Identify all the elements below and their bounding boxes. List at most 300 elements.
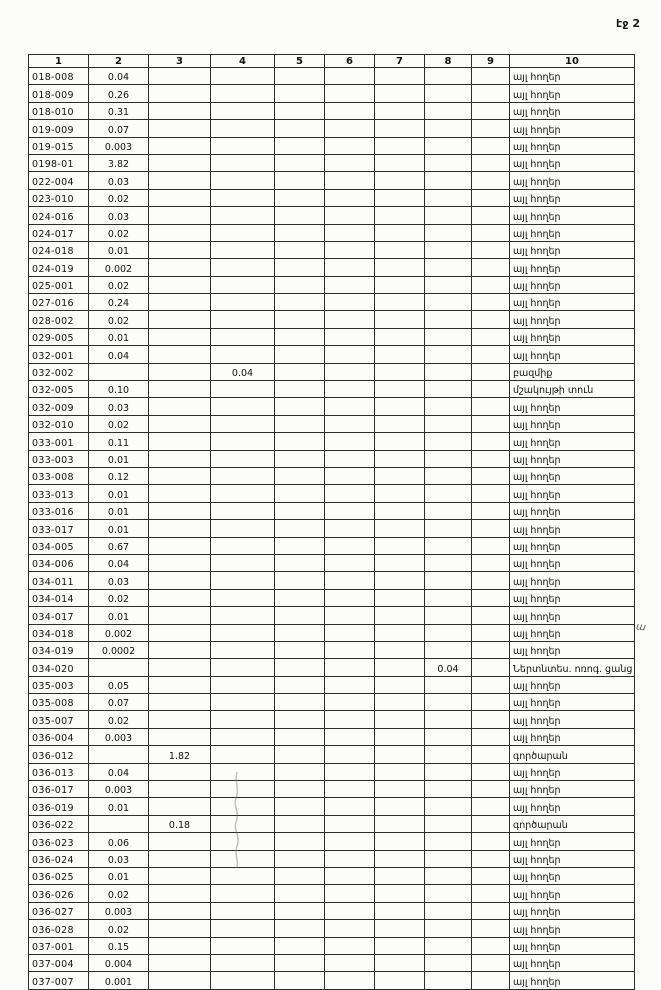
cell-area-2: 0.002	[89, 624, 149, 641]
table-row	[29, 241, 635, 258]
cell-area-8	[425, 346, 472, 363]
cell-9	[472, 781, 510, 798]
cell-7	[375, 554, 425, 571]
cell-7	[375, 502, 425, 519]
cell-code: 018-009	[29, 85, 89, 102]
cell-area-3	[149, 398, 211, 415]
table-row	[29, 415, 635, 432]
cell-area-4	[211, 572, 275, 589]
cell-area-8	[425, 537, 472, 554]
table-row	[29, 659, 635, 676]
cell-area-2: 0.01	[89, 867, 149, 884]
cell-area-4	[211, 346, 275, 363]
cell-area-3	[149, 85, 211, 102]
cell-9	[472, 641, 510, 658]
cell-area-3	[149, 607, 211, 624]
cell-area-2: 0.04	[89, 68, 149, 85]
table-row	[29, 641, 635, 658]
table-row	[29, 833, 635, 850]
table-row	[29, 572, 635, 589]
cell-area-8	[425, 102, 472, 119]
table-row	[29, 589, 635, 606]
table-row	[29, 607, 635, 624]
column-header-6: 6	[325, 55, 375, 68]
cell-9	[472, 554, 510, 571]
table-row	[29, 937, 635, 954]
cell-area-4	[211, 520, 275, 537]
cell-code: 036-025	[29, 867, 89, 884]
table-row	[29, 520, 635, 537]
cell-area-2: 0.67	[89, 537, 149, 554]
cell-area-2: 0.01	[89, 502, 149, 519]
cell-code: 019-009	[29, 120, 89, 137]
cell-area-2: 0.02	[89, 920, 149, 937]
cell-9	[472, 450, 510, 467]
cell-9	[472, 241, 510, 258]
cell-area-3	[149, 798, 211, 815]
cell-area-2: 0.003	[89, 137, 149, 154]
cell-land-type: այլ հողեր	[510, 346, 635, 363]
cell-7	[375, 798, 425, 815]
cell-area-4	[211, 920, 275, 937]
cell-7	[375, 485, 425, 502]
cell-area-3	[149, 520, 211, 537]
cell-9	[472, 276, 510, 293]
cell-5	[275, 328, 325, 345]
cell-7	[375, 224, 425, 241]
cell-area-3	[149, 763, 211, 780]
cell-7	[375, 207, 425, 224]
cell-area-3	[149, 311, 211, 328]
table-row	[29, 381, 635, 398]
cell-area-3	[149, 172, 211, 189]
cell-area-8	[425, 311, 472, 328]
cell-9	[472, 502, 510, 519]
cell-6	[325, 241, 375, 258]
cell-area-2: 0.003	[89, 781, 149, 798]
cell-area-2: 0.15	[89, 937, 149, 954]
cell-9	[472, 589, 510, 606]
cell-area-3	[149, 502, 211, 519]
cell-code: 033-001	[29, 433, 89, 450]
cell-area-8	[425, 815, 472, 832]
cell-land-type: այլ հողեր	[510, 154, 635, 171]
cell-5	[275, 624, 325, 641]
cell-code: 032-001	[29, 346, 89, 363]
cell-6	[325, 798, 375, 815]
cell-area-2: 3.82	[89, 154, 149, 171]
cell-land-type: այլ հողեր	[510, 554, 635, 571]
cell-area-3	[149, 867, 211, 884]
cell-5	[275, 276, 325, 293]
cell-area-3	[149, 120, 211, 137]
cell-code: 036-012	[29, 746, 89, 763]
cell-land-type: այլ հողեր	[510, 276, 635, 293]
cell-area-3	[149, 467, 211, 484]
cell-land-type: այլ հողեր	[510, 137, 635, 154]
cell-area-8	[425, 120, 472, 137]
cell-7	[375, 641, 425, 658]
cell-area-3	[149, 294, 211, 311]
cell-land-type: այլ հողեր	[510, 833, 635, 850]
cell-area-4: 0.04	[211, 363, 275, 380]
cell-code: 034-020	[29, 659, 89, 676]
cell-6	[325, 467, 375, 484]
cell-land-type: այլ հողեր	[510, 328, 635, 345]
cell-code: 037-004	[29, 954, 89, 971]
cell-7	[375, 902, 425, 919]
cell-area-8	[425, 154, 472, 171]
cell-6	[325, 746, 375, 763]
table-row	[29, 920, 635, 937]
cell-code: 024-016	[29, 207, 89, 224]
cell-area-4	[211, 781, 275, 798]
cell-land-type: այլ հողեր	[510, 520, 635, 537]
cell-6	[325, 833, 375, 850]
cell-area-8	[425, 746, 472, 763]
cell-9	[472, 85, 510, 102]
cell-area-4	[211, 537, 275, 554]
cell-5	[275, 450, 325, 467]
table-row	[29, 711, 635, 728]
cell-area-2: 0.01	[89, 450, 149, 467]
cell-area-8	[425, 641, 472, 658]
cell-7	[375, 833, 425, 850]
cell-area-3	[149, 641, 211, 658]
cell-9	[472, 885, 510, 902]
cell-7	[375, 415, 425, 432]
cell-5	[275, 502, 325, 519]
cell-area-3	[149, 711, 211, 728]
cell-code: 033-016	[29, 502, 89, 519]
cell-9	[472, 798, 510, 815]
cell-area-2: 0.02	[89, 885, 149, 902]
cell-land-type: այլ հողեր	[510, 624, 635, 641]
cell-9	[472, 328, 510, 345]
cell-area-3	[149, 781, 211, 798]
cell-area-2: 0.001	[89, 972, 149, 989]
cell-9	[472, 624, 510, 641]
cell-6	[325, 102, 375, 119]
cell-5	[275, 189, 325, 206]
cell-area-2: 0.01	[89, 520, 149, 537]
cell-area-4	[211, 450, 275, 467]
table-row	[29, 328, 635, 345]
cell-area-8	[425, 328, 472, 345]
cell-5	[275, 520, 325, 537]
column-header-8: 8	[425, 55, 472, 68]
cell-7	[375, 68, 425, 85]
cell-area-3	[149, 902, 211, 919]
cell-land-type: այլ հողեր	[510, 259, 635, 276]
cell-land-type: մշակույթի տուն	[510, 381, 635, 398]
cell-6	[325, 659, 375, 676]
cell-area-2: 0.02	[89, 415, 149, 432]
cell-area-8	[425, 85, 472, 102]
cell-area-3	[149, 259, 211, 276]
cell-land-type: այլ հողեր	[510, 241, 635, 258]
cell-5	[275, 381, 325, 398]
cell-6	[325, 624, 375, 641]
cell-area-8	[425, 241, 472, 258]
cell-area-4	[211, 954, 275, 971]
cell-area-3	[149, 381, 211, 398]
page-number-label: էջ 2	[616, 17, 640, 30]
cell-area-4	[211, 294, 275, 311]
cell-5	[275, 972, 325, 989]
cell-6	[325, 207, 375, 224]
cell-area-3	[149, 659, 211, 676]
cell-7	[375, 241, 425, 258]
cell-area-3	[149, 363, 211, 380]
cell-area-8	[425, 467, 472, 484]
cell-area-8	[425, 381, 472, 398]
cell-area-4	[211, 711, 275, 728]
cell-6	[325, 711, 375, 728]
cell-area-8	[425, 589, 472, 606]
cell-5	[275, 867, 325, 884]
cell-code: 032-005	[29, 381, 89, 398]
cell-5	[275, 885, 325, 902]
cell-area-2	[89, 815, 149, 832]
cell-land-type: այլ հողեր	[510, 798, 635, 815]
cell-area-2: 0.01	[89, 607, 149, 624]
cell-5	[275, 259, 325, 276]
cell-6	[325, 694, 375, 711]
cell-7	[375, 711, 425, 728]
cell-5	[275, 798, 325, 815]
cell-5	[275, 711, 325, 728]
table-body	[29, 68, 635, 990]
cell-area-2	[89, 659, 149, 676]
land-register-table	[28, 54, 635, 990]
cell-area-8	[425, 728, 472, 745]
cell-code: 032-009	[29, 398, 89, 415]
cell-7	[375, 607, 425, 624]
cell-5	[275, 102, 325, 119]
handwritten-mark: ա	[635, 621, 647, 634]
cell-7	[375, 154, 425, 171]
cell-area-2: 0.11	[89, 433, 149, 450]
cell-code: 022-004	[29, 172, 89, 189]
cell-5	[275, 589, 325, 606]
cell-6	[325, 972, 375, 989]
cell-9	[472, 102, 510, 119]
cell-6	[325, 120, 375, 137]
cell-area-8	[425, 433, 472, 450]
cell-9	[472, 520, 510, 537]
cell-area-2: 0.02	[89, 224, 149, 241]
cell-9	[472, 415, 510, 432]
cell-9	[472, 850, 510, 867]
cell-land-type: գործարան	[510, 815, 635, 832]
cell-9	[472, 172, 510, 189]
cell-code: 034-019	[29, 641, 89, 658]
cell-area-2: 0.06	[89, 833, 149, 850]
cell-area-4	[211, 172, 275, 189]
cell-land-type: այլ հողեր	[510, 433, 635, 450]
cell-land-type: այլ հողեր	[510, 781, 635, 798]
cell-area-8	[425, 694, 472, 711]
cell-area-8	[425, 937, 472, 954]
cell-6	[325, 328, 375, 345]
cell-area-4	[211, 85, 275, 102]
cell-7	[375, 659, 425, 676]
cell-area-2: 0.03	[89, 398, 149, 415]
cell-land-type: այլ հողեր	[510, 120, 635, 137]
cell-9	[472, 259, 510, 276]
cell-area-3	[149, 920, 211, 937]
cell-area-8	[425, 833, 472, 850]
cell-area-2: 0.002	[89, 259, 149, 276]
cell-6	[325, 172, 375, 189]
cell-area-4	[211, 798, 275, 815]
table-row	[29, 485, 635, 502]
column-header-7: 7	[375, 55, 425, 68]
cell-land-type: բազմիք	[510, 363, 635, 380]
cell-7	[375, 120, 425, 137]
table-row	[29, 537, 635, 554]
cell-area-2: 0.04	[89, 346, 149, 363]
cell-9	[472, 763, 510, 780]
cell-area-2: 0.02	[89, 276, 149, 293]
cell-area-4	[211, 467, 275, 484]
cell-area-3	[149, 572, 211, 589]
cell-9	[472, 607, 510, 624]
cell-6	[325, 728, 375, 745]
cell-7	[375, 624, 425, 641]
table-row	[29, 746, 635, 763]
cell-9	[472, 537, 510, 554]
cell-land-type: այլ հողեր	[510, 537, 635, 554]
cell-6	[325, 850, 375, 867]
cell-code: 034-005	[29, 537, 89, 554]
cell-6	[325, 154, 375, 171]
cell-9	[472, 433, 510, 450]
column-header-2: 2	[89, 55, 149, 68]
cell-area-2: 0.03	[89, 850, 149, 867]
cell-code: 029-005	[29, 328, 89, 345]
cell-5	[275, 137, 325, 154]
cell-code: 033-013	[29, 485, 89, 502]
cell-6	[325, 520, 375, 537]
table-row	[29, 728, 635, 745]
cell-9	[472, 294, 510, 311]
table-row	[29, 276, 635, 293]
cell-area-4	[211, 746, 275, 763]
cell-area-2: 0.01	[89, 485, 149, 502]
cell-7	[375, 763, 425, 780]
table-row	[29, 450, 635, 467]
cell-5	[275, 694, 325, 711]
cell-area-2: 0.24	[89, 294, 149, 311]
cell-6	[325, 954, 375, 971]
cell-area-3	[149, 224, 211, 241]
column-header-9: 9	[472, 55, 510, 68]
table-row	[29, 363, 635, 380]
table-row	[29, 867, 635, 884]
cell-5	[275, 728, 325, 745]
cell-area-8	[425, 207, 472, 224]
cell-land-type: այլ հողեր	[510, 850, 635, 867]
cell-area-2: 0.01	[89, 241, 149, 258]
cell-area-3	[149, 624, 211, 641]
cell-land-type: այլ հողեր	[510, 398, 635, 415]
cell-5	[275, 85, 325, 102]
cell-area-4	[211, 276, 275, 293]
cell-5	[275, 294, 325, 311]
cell-6	[325, 920, 375, 937]
table-row	[29, 850, 635, 867]
cell-9	[472, 381, 510, 398]
cell-area-8	[425, 172, 472, 189]
cell-9	[472, 398, 510, 415]
cell-area-4	[211, 137, 275, 154]
cell-land-type: այլ հողեր	[510, 467, 635, 484]
cell-area-8	[425, 624, 472, 641]
cell-area-4	[211, 102, 275, 119]
cell-5	[275, 607, 325, 624]
cell-code: 037-001	[29, 937, 89, 954]
cell-area-2: 0.01	[89, 798, 149, 815]
table-row	[29, 624, 635, 641]
cell-area-8	[425, 137, 472, 154]
cell-code: 033-008	[29, 467, 89, 484]
table-row	[29, 259, 635, 276]
cell-6	[325, 433, 375, 450]
cell-area-4	[211, 937, 275, 954]
cell-5	[275, 920, 325, 937]
cell-area-8	[425, 485, 472, 502]
cell-5	[275, 833, 325, 850]
cell-area-4	[211, 502, 275, 519]
table-row	[29, 902, 635, 919]
cell-9	[472, 676, 510, 693]
cell-7	[375, 537, 425, 554]
cell-6	[325, 398, 375, 415]
cell-6	[325, 641, 375, 658]
cell-code: 036-026	[29, 885, 89, 902]
column-header-3: 3	[149, 55, 211, 68]
table-row	[29, 781, 635, 798]
cell-land-type: այլ հողեր	[510, 415, 635, 432]
cell-area-4	[211, 589, 275, 606]
cell-area-8	[425, 902, 472, 919]
cell-area-3	[149, 850, 211, 867]
cell-area-2	[89, 746, 149, 763]
cell-area-4	[211, 415, 275, 432]
cell-7	[375, 937, 425, 954]
table-row	[29, 763, 635, 780]
cell-area-4	[211, 694, 275, 711]
table-row	[29, 154, 635, 171]
cell-code: 034-018	[29, 624, 89, 641]
cell-code: 018-008	[29, 68, 89, 85]
column-header-1: 1	[29, 55, 89, 68]
cell-land-type: այլ հողեր	[510, 676, 635, 693]
table-row	[29, 137, 635, 154]
cell-area-2	[89, 363, 149, 380]
cell-code: 035-007	[29, 711, 89, 728]
cell-area-2: 0.003	[89, 902, 149, 919]
cell-area-4	[211, 120, 275, 137]
cell-area-2: 0.10	[89, 381, 149, 398]
table-row	[29, 189, 635, 206]
cell-5	[275, 154, 325, 171]
cell-7	[375, 450, 425, 467]
table-row	[29, 102, 635, 119]
cell-9	[472, 346, 510, 363]
